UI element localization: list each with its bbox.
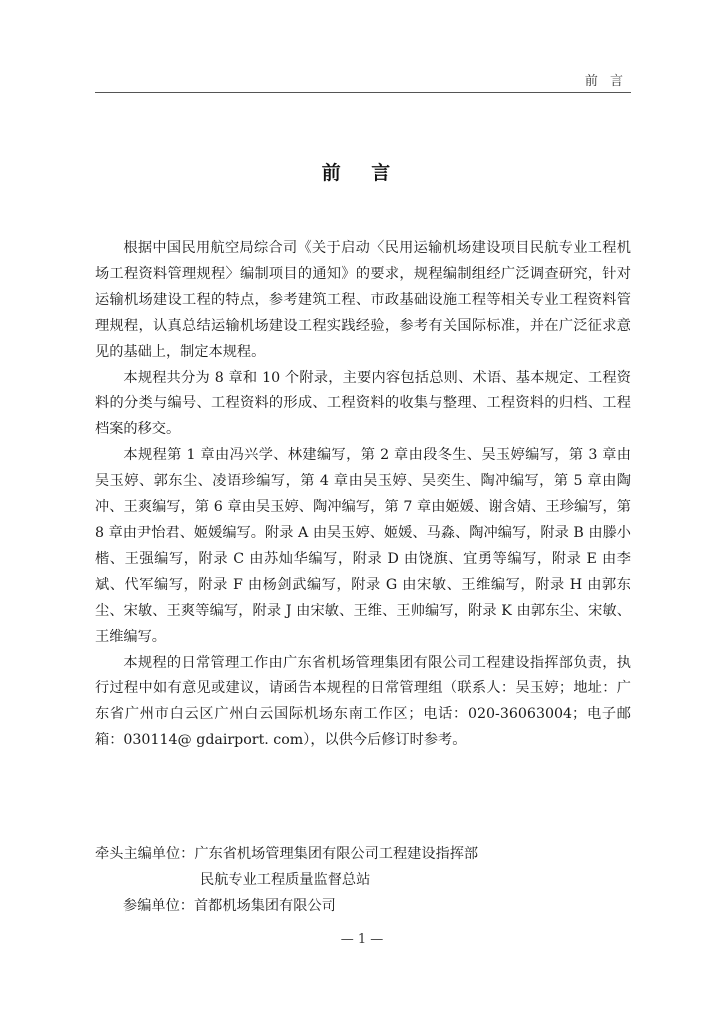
preface-body — [95, 236, 631, 754]
lead-unit-org-1: 广东省机场管理集团有限公司工程建设指挥部 — [194, 846, 479, 862]
header-rule — [95, 92, 631, 93]
paragraph-management: 本规程的日常管理工作由广东省机场管理集团有限公司工程建设指挥部负责，执行过程中如有意见或建议，请函告本规程的日常管理组（联系人：吴玉婷；地址：广东省广州市白云区广州白云国际机场东南工作区；电话：020-36063004；电子邮箱：030114@ gdairport. com），以供今后修订时参考。 — [95, 654, 631, 749]
lead-unit-line — [95, 842, 631, 868]
running-header: 前 言 — [584, 74, 627, 89]
paragraph-authors: 本规程第 1 章由冯兴学、林建编写，第 2 章由段冬生、吴玉婷编写，第 3 章由吴玉婷、郭东尘、凌语珍编写，第 4 章由吴玉婷、吴奕生、陶冲编写，第 5 章由陶冲、王爽编写，第 6 章由吴玉婷、陶冲编写，第 7 章由姬媛、谢含婧、王珍编写，第 8 章由尹怡君、姬媛编写。附录 A 由吴玉婷、姬媛、马淼、陶冲编写，附录 B 由滕小楷、王强编写，附录 C 由苏灿华编写，附录 D 由饶旗、宜勇等编写，附录 E 由李斌、代军编写，附录 F 由杨剑武编写，附录 G 由宋敏、王维编写，附录 H 由郭东尘、宋敏、王爽等编写，附录 J 由宋敏、王维、王帅编写，附录 K 由郭东尘、宋敏、王维编写。 — [95, 447, 631, 645]
lead-unit-org-2: 民航专业工程质量监督总站 — [200, 871, 371, 888]
lead-unit-line-2 — [95, 868, 631, 894]
participant-unit-org-1: 首都机场集团有限公司 — [193, 897, 336, 914]
participant-unit-line — [95, 894, 631, 920]
paragraph-background: 根据中国民用航空局综合司《关于启动〈民用运输机场建设项目民航专业工程机场工程资料管理规程〉编制项目的通知》的要求，规程编制组经广泛调查研究，针对运输机场建设工程的特点，参考建筑工程、市政基础设施工程等相关专业工程资料管理规程，认真总结运输机场建设工程实践经验，参考有关国际标准，并在广泛征求意见的基础上，制定本规程。 — [95, 240, 631, 360]
lead-unit-label: 牵头主编单位： — [95, 846, 195, 862]
editing-units — [95, 842, 631, 920]
paragraph-contents: 本规程共分为 8 章和 10 个附录，主要内容包括总则、术语、基本规定、工程资料的分类与编号、工程资料的形成、工程资料的收集与整理、工程资料的归档、工程档案的移交。 — [95, 369, 631, 438]
page-number: — 1 — — [340, 932, 384, 947]
page-title: 前 言 — [321, 162, 403, 184]
participant-unit-label: 参编单位： — [123, 897, 194, 914]
